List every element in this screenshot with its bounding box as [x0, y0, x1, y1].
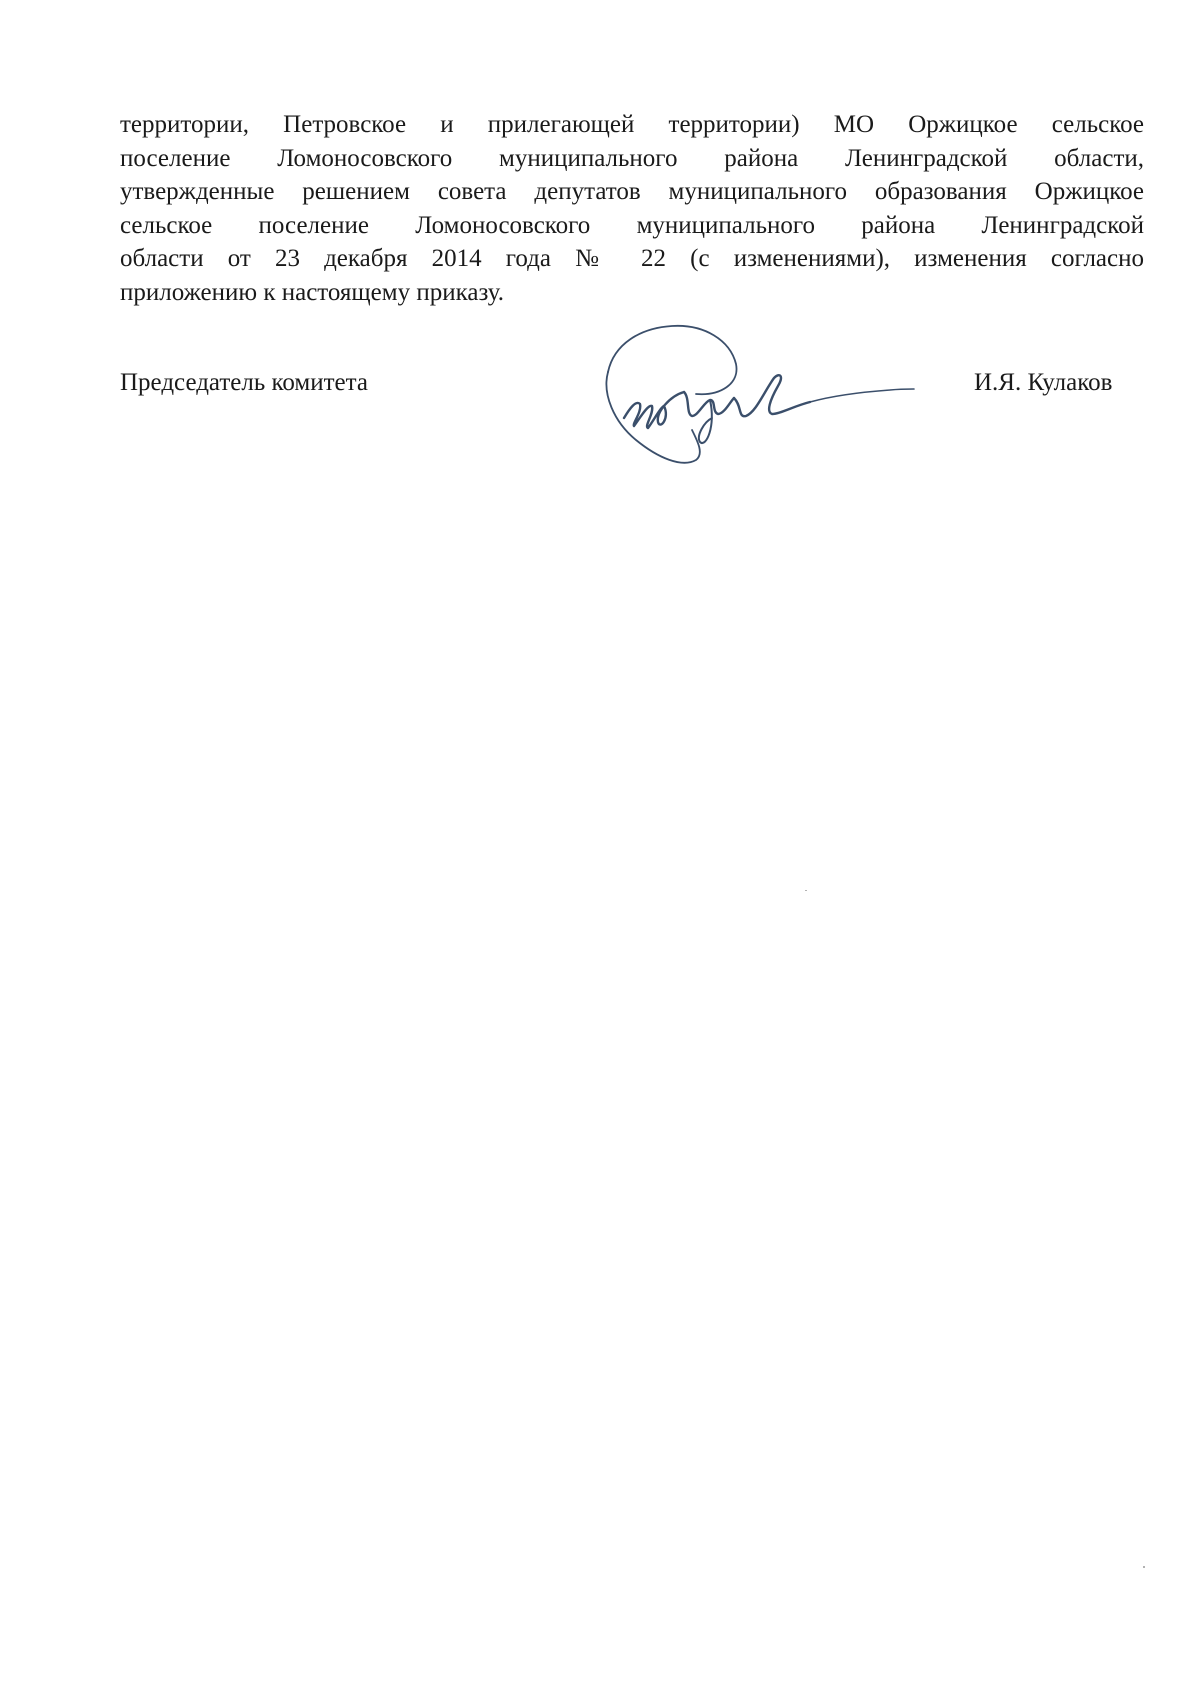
position-title: Председатель комитета: [120, 369, 368, 396]
scan-speck: [805, 890, 807, 891]
signatory-name: И.Я. Кулаков: [974, 369, 1113, 396]
paragraph-line: области от 23 декабря 2014 года № 22 (с изменениями), изменения согласно: [120, 245, 1144, 273]
paragraph-line: сельское поселение Ломоносовского муниципального района Ленинградской: [120, 211, 1144, 239]
paragraph-line: территории, Петровское и прилегающей территории) МО Оржицкое сельское: [120, 111, 1144, 138]
signature-block: [0, 0, 1200, 480]
scan-speck: [1143, 1566, 1145, 1568]
paragraph-line: утвержденные решением совета депутатов муниципального образования Оржицкое: [120, 178, 1144, 206]
handwritten-signature: [600, 322, 920, 472]
paragraph-line: поселение Ломоносовского муниципального района Ленинградской области,: [120, 144, 1144, 172]
paragraph-line: приложению к настоящему приказу.: [120, 278, 505, 306]
